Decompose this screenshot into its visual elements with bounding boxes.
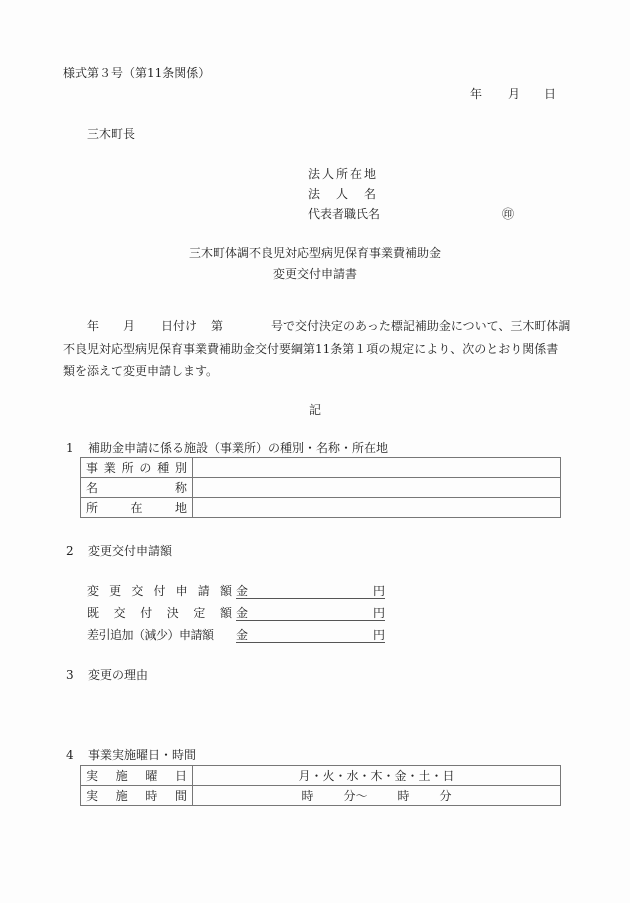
difference-amount-row [87, 627, 385, 643]
facility-type-label: 事 業 所 の 種 別 [81, 458, 193, 478]
decided-amount-field[interactable]: 金 円 [236, 606, 385, 620]
document-title-line2: 変更交付申請書 [272, 267, 357, 281]
facility-address-label: 所 在 地 [81, 498, 193, 518]
change-amount-row [87, 583, 385, 599]
section4-title: 事業実施曜日・時間 [88, 748, 197, 762]
section1-title: 補助金申請に係る施設（事業所）の種別・名称・所在地 [88, 441, 389, 455]
facility-name-label: 名 称 [81, 478, 193, 498]
applicant-name-label: 法 人 名 [308, 187, 376, 201]
hours-label: 実 施 時 間 [81, 786, 193, 806]
body-line2: 不良児対応型病児保育事業費補助金交付要綱第11条第１項の規定により、次のとおり関係書 [63, 342, 559, 356]
hours-field[interactable]: 時 分～ 時 分 [193, 786, 561, 806]
section3-number: 3 [66, 668, 74, 682]
date-day: 日 [544, 87, 557, 101]
section3-title: 変更の理由 [88, 668, 149, 682]
document-title-line1: 三木町体調不良児対応型病児保育事業費補助金 [188, 246, 441, 260]
change-amount-label: 変 更 交 付 申 請 額 [87, 584, 232, 598]
schedule-table [80, 765, 561, 806]
ki-heading: 記 [309, 403, 322, 417]
days-label: 実 施 曜 日 [81, 766, 193, 786]
facility-name-field[interactable] [193, 478, 561, 498]
facility-table [80, 457, 561, 518]
section1-number: 1 [66, 441, 74, 455]
date-month: 月 [508, 87, 521, 101]
form-number: 様式第３号（第11条関係） [63, 66, 211, 80]
change-amount-field[interactable]: 金 円 [236, 584, 385, 598]
date-line [470, 87, 557, 101]
facility-address-field[interactable] [193, 498, 561, 518]
representative-label: 代表者職氏名 [308, 207, 381, 221]
table-row [81, 766, 561, 786]
section2-number: 2 [66, 544, 74, 558]
decided-amount-label: 既 交 付 決 定 額 [87, 606, 232, 620]
body-line1: 年 月 日付け 第 号で交付決定のあった標記補助金について、三木町体調 [87, 319, 571, 333]
difference-amount-label: 差引追加（減少）申請額 [87, 628, 214, 642]
body-line3: 類を添えて変更申請します。 [63, 364, 219, 378]
date-year: 年 [470, 87, 483, 101]
table-row [81, 478, 561, 498]
applicant-address-label: 法 人 所 在 地 [308, 167, 376, 181]
table-row [81, 786, 561, 806]
table-row [81, 458, 561, 478]
facility-type-field[interactable] [193, 458, 561, 478]
days-field[interactable]: 月・火・水・木・金・土・日 [193, 766, 561, 786]
seal-mark: ㊞ [502, 207, 515, 221]
difference-amount-field[interactable]: 金 円 [236, 628, 385, 642]
recipient: 三木町長 [87, 127, 136, 141]
section4-number: 4 [66, 748, 74, 762]
section2-title: 変更交付申請額 [88, 544, 173, 558]
decided-amount-row [87, 605, 385, 621]
table-row [81, 498, 561, 518]
